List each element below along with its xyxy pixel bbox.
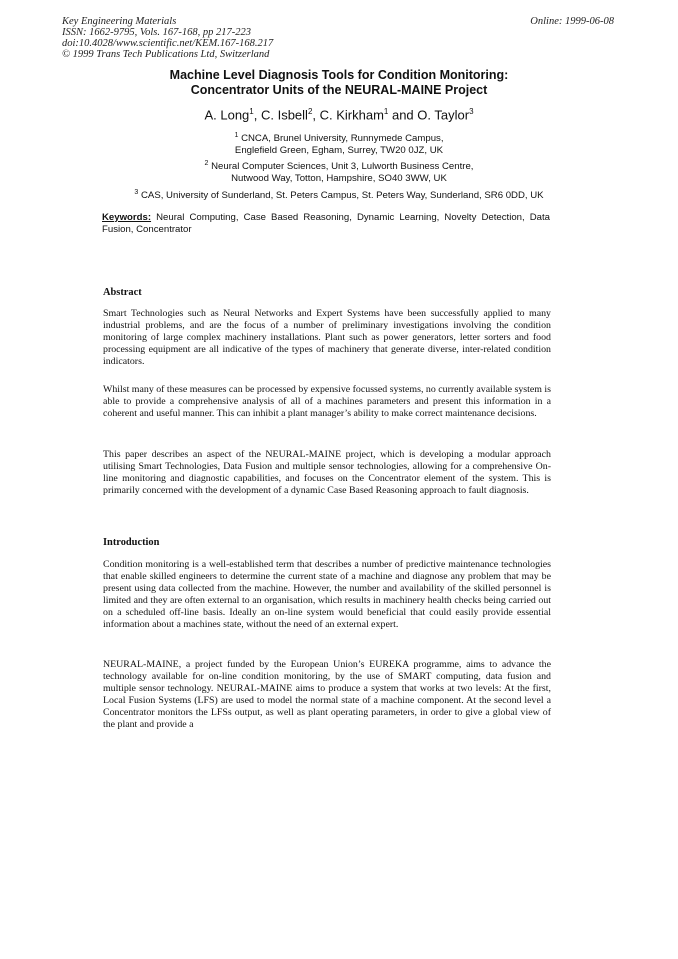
keywords-label: Keywords: <box>102 212 152 223</box>
introduction-paragraph: NEURAL-MAINE, a project funded by the European Union’s EUREKA programme, aims to advance the technology available for on-line condition monitoring, by the use of SMART computing, data fusion and multiple sensor technology. NEURAL-MAINE aims to produce a system that works at two levels: At the first, Local Fusion Systems (LFS) are used to model the normal state of a machine component. At the second level a Concentrator monitors the LFSs output, as well as plant operating parameters, in order to give a global view of the plant and provide a <box>103 659 551 730</box>
affil-line: Neural Computer Sciences, Unit 3, Lulworth Business Centre, <box>211 161 474 173</box>
affil-line: CNCA, Brunel University, Runnymede Campus, <box>241 133 444 145</box>
abstract-paragraph: Whilst many of these measures can be processed by expensive focussed systems, no currently available system is able to provide a comprehensive analysis of all of a machines parameters and present this information in a coherent and useful manner. This can inhibit a plant manager’s ability to make correct maintenance decisions. <box>103 384 551 419</box>
introduction-heading: Introduction <box>103 537 160 548</box>
affiliation-3 <box>0 187 678 202</box>
paper-title <box>0 68 678 98</box>
author-affil-mark: 3 <box>469 107 474 116</box>
journal-name: Key Engineering Materials <box>62 16 177 27</box>
keywords <box>102 212 550 236</box>
affil-mark: 3 <box>134 189 139 196</box>
title-line-1: Machine Level Diagnosis Tools for Condition Monitoring: <box>169 68 509 82</box>
affiliation-1 <box>0 130 678 157</box>
abstract-paragraph: Smart Technologies such as Neural Networks and Expert Systems have been successfully applied to many industrial problems, and are the focus of a number of preliminary investigations involving the condition monitoring of large complex machinery installations. Plant such as power generators, letter sorters and food processing equipment are all indicative of the types of machinery that generate diverse, inter-related condition indicators. <box>103 308 551 367</box>
affil-line: Nutwood Way, Totton, Hampshire, SO40 3WW, UK <box>231 173 447 185</box>
issn-line: ISSN: 1662-9795, Vols. 167-168, pp 217-223 <box>62 27 251 38</box>
introduction-paragraph: Condition monitoring is a well-established term that describes a number of predictive maintenance technologies that enable skilled engineers to determine the current state of a machine and diagnose any problem that may be present using data collected from the machine. However, the number and availability of the skilled personnel is limited and they are often external to an organisation, which results in machinery health checks being carried out on a scheduled off-line basis. Ideally an on-line system would beneficial that could easily provide essential information about a machines state, without the need of an external expert. <box>103 559 551 630</box>
author-affil-mark: 2 <box>307 107 313 116</box>
author-name: , C. Isbell <box>253 107 308 123</box>
affil-mark: 2 <box>204 160 209 167</box>
abstract-paragraph: This paper describes an aspect of the NEURAL-MAINE project, which is developing a modular approach utilising Smart Technologies, Data Fusion and multiple sensor technologies, allowing for a comprehensive On-line monitoring and diagnostic capabilities, and focuses on the Concentrator element of the system. This is primarily concerned with the development of a dynamic Case Based Reasoning approach to fault diagnosis. <box>103 449 551 496</box>
author-name: , C. Kirkham <box>312 107 384 123</box>
affil-mark: 1 <box>234 132 239 139</box>
author-name: and O. Taylor <box>388 107 470 123</box>
author-affil-mark: 1 <box>249 107 254 116</box>
affil-line: Englefield Green, Egham, Surrey, TW20 0JZ, UK <box>234 145 444 157</box>
author-list <box>0 107 678 122</box>
abstract-heading: Abstract <box>103 287 142 298</box>
author-name: A. Long <box>204 107 250 123</box>
affiliation-2 <box>0 158 678 185</box>
publication-meta <box>62 16 273 60</box>
doi-line[interactable]: doi:10.4028/www.scientific.net/KEM.167-168.217 <box>62 38 274 49</box>
affil-line: CAS, University of Sunderland, St. Peters Campus, St. Peters Way, Sunderland, SR6 0DD, UK <box>141 190 544 202</box>
copyright-line: © 1999 Trans Tech Publications Ltd, Switzerland <box>62 49 270 60</box>
author-affil-mark: 1 <box>383 107 389 116</box>
keywords-text: Neural Computing, Case Based Reasoning, Dynamic Learning, Novelty Detection, Data Fusion, Concentrator <box>102 212 550 235</box>
online-date: Online: 1999-06-08 <box>530 16 614 27</box>
title-line-2: Concentrator Units of the NEURAL-MAINE Project <box>190 83 488 97</box>
